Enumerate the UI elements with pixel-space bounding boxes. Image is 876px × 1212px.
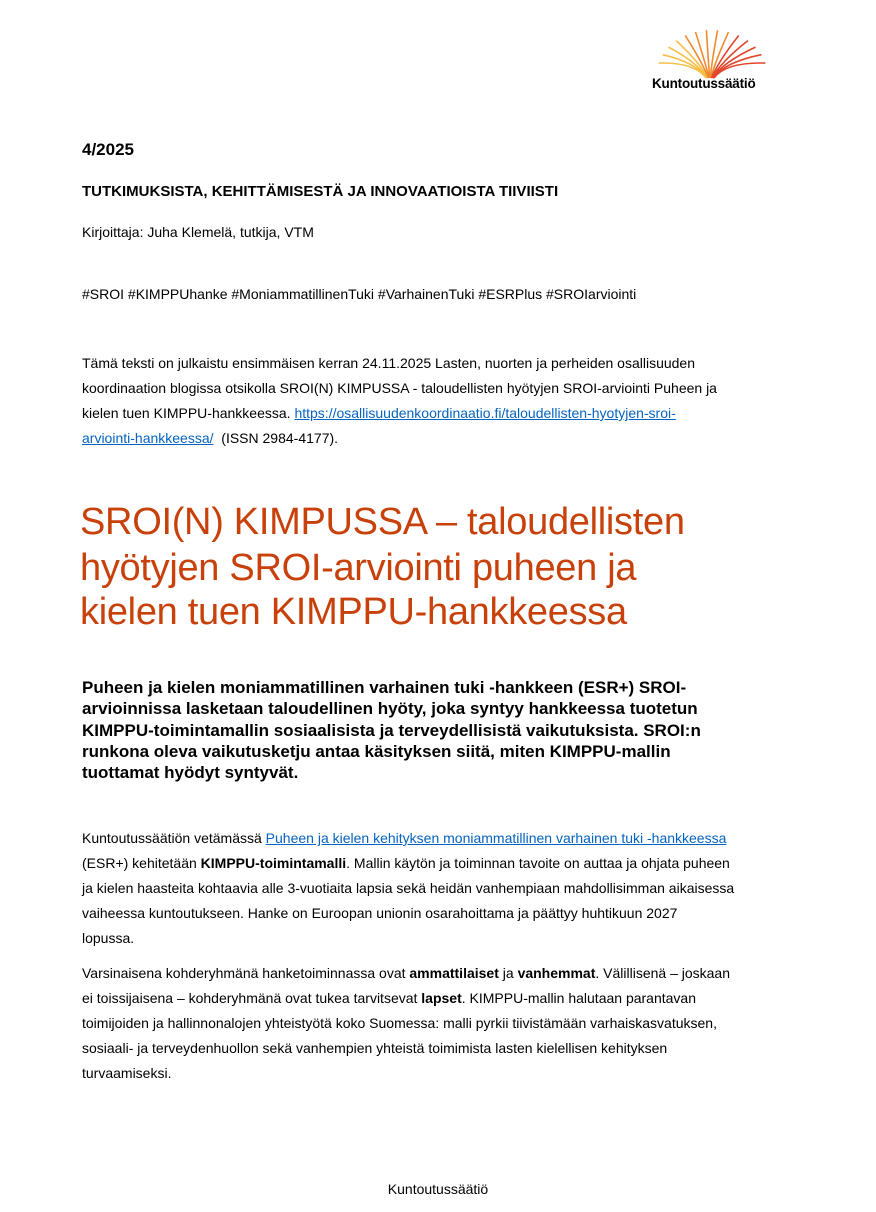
lead-line: arvioinnissa lasketaan taloudellinen hyöty, joka syntyy hankkeessa tuotetun bbox=[82, 699, 698, 718]
lead-line: Puheen ja kielen moniammatillinen varhainen tuki -hankkeen (ESR+) SROI- bbox=[82, 678, 687, 697]
logo-branch bbox=[685, 36, 708, 78]
link[interactable]: Puheen ja kielen kehityksen moniammatillinen varhainen tuki -hankkeessa bbox=[265, 830, 727, 846]
text: . KIMPPU-mallin halutaan parantavan bbox=[461, 990, 696, 1006]
paragraph-line bbox=[82, 1014, 717, 1032]
bold-text: lapset bbox=[421, 990, 462, 1006]
paragraph-line bbox=[82, 404, 676, 422]
paragraph-line bbox=[82, 1039, 667, 1057]
page-footer: Kuntoutussäätiö bbox=[387, 1181, 489, 1197]
paragraph-line bbox=[82, 989, 696, 1007]
issue-number: 4/2025 bbox=[82, 140, 134, 159]
bold-text: ammattilaiset bbox=[409, 965, 499, 981]
text: (ESR+) kehitetään bbox=[82, 855, 201, 871]
link[interactable]: https://osallisuudenkoordinaatio.fi/taloudellisten-hyotyjen-sroi- bbox=[294, 405, 676, 421]
text: Tämä teksti on julkaistu ensimmäisen kerran 24.11.2025 Lasten, nuorten ja perheiden osallisuuden bbox=[82, 355, 695, 371]
paragraph-line bbox=[82, 354, 695, 372]
text: lopussa. bbox=[82, 930, 135, 946]
bold-text: KIMPPU-toimintamalli bbox=[200, 855, 347, 871]
text: toimijoiden ja hallinnonalojen yhteistyötä koko Suomessa: malli pyrkii tiivistämään varhaiskasvatuksen, bbox=[82, 1015, 717, 1031]
lead-line: runkona oleva vaikutusketju antaa käsityksen siitä, miten KIMPPU-mallin bbox=[82, 742, 671, 761]
text: koordinaation blogissa otsikolla SROI(N) KIMPUSSA - taloudellisten hyötyjen SROI-arviointi Puheen ja bbox=[82, 380, 717, 396]
paragraph-line bbox=[82, 879, 734, 897]
text: ei toissijaisena – kohderyhmänä ovat tukea tarvitsevat bbox=[82, 990, 422, 1006]
text: ja bbox=[498, 965, 518, 981]
lead-line: tuottamat hyödyt syntyvät. bbox=[82, 763, 299, 782]
text: ja kielen haasteita kohtaavia alle 3-vuotiaita lapsia sekä heidän vanhempiaan mahdollisimman aikaisessa bbox=[82, 880, 735, 896]
text: kielen tuen KIMPPU-hankkeessa. bbox=[82, 405, 295, 421]
paragraph-line bbox=[82, 829, 726, 847]
title-line: SROI(N) KIMPUSSA – taloudellisten bbox=[80, 501, 685, 543]
text: Varsinaisena kohderyhmänä hanketoiminnassa ovat bbox=[82, 965, 410, 981]
text: vaiheessa kuntoutukseen. Hanke on Euroopan unionin osarahoittama ja päättyy huhtikuun 2027 bbox=[82, 905, 678, 921]
text: sosiaali- ja terveydenhuollon sekä vanhempien yhteistä toimimista lasten kielellisen kehityksen bbox=[82, 1040, 668, 1056]
paragraph-line bbox=[82, 904, 677, 922]
text: Kuntoutussäätiön vetämässä bbox=[82, 830, 266, 846]
paragraph-line bbox=[82, 429, 338, 447]
paragraph-line bbox=[82, 1064, 171, 1082]
link[interactable]: arviointi-hankkeessa/ bbox=[82, 430, 214, 446]
paragraph-line bbox=[82, 964, 730, 982]
paragraph-line bbox=[82, 854, 730, 872]
hashtags: #SROI #KIMPPUhanke #MoniammatillinenTuki #VarhainenTuki #ESRPlus #SROIarviointi bbox=[82, 286, 637, 302]
text: (ISSN 2984-4177). bbox=[213, 430, 339, 446]
title-line: kielen tuen KIMPPU-hankkeessa bbox=[80, 591, 627, 633]
title-line: hyötyjen SROI-arviointi puheen ja bbox=[80, 547, 637, 589]
paragraph-line bbox=[82, 929, 134, 947]
text: . Välillisenä – joskaan bbox=[595, 965, 731, 981]
logo-text: Kuntoutussäätiö bbox=[652, 76, 756, 91]
author-line: Kirjoittaja: Juha Klemelä, tutkija, VTM bbox=[82, 224, 314, 240]
section-title: TUTKIMUKSISTA, KEHITTÄMISESTÄ JA INNOVAATIOISTA TIIVIISTI bbox=[82, 183, 559, 200]
paragraph-line bbox=[82, 379, 717, 397]
text: turvaamiseksi. bbox=[82, 1065, 172, 1081]
lead-line: KIMPPU-toimintamallin sosiaalisista ja terveydellisistä vaikutuksista. SROI:n bbox=[82, 721, 701, 740]
text: . Mallin käytön ja toiminnan tavoite on auttaa ja ohjata puheen bbox=[346, 855, 730, 871]
bold-text: vanhemmat bbox=[517, 965, 596, 981]
